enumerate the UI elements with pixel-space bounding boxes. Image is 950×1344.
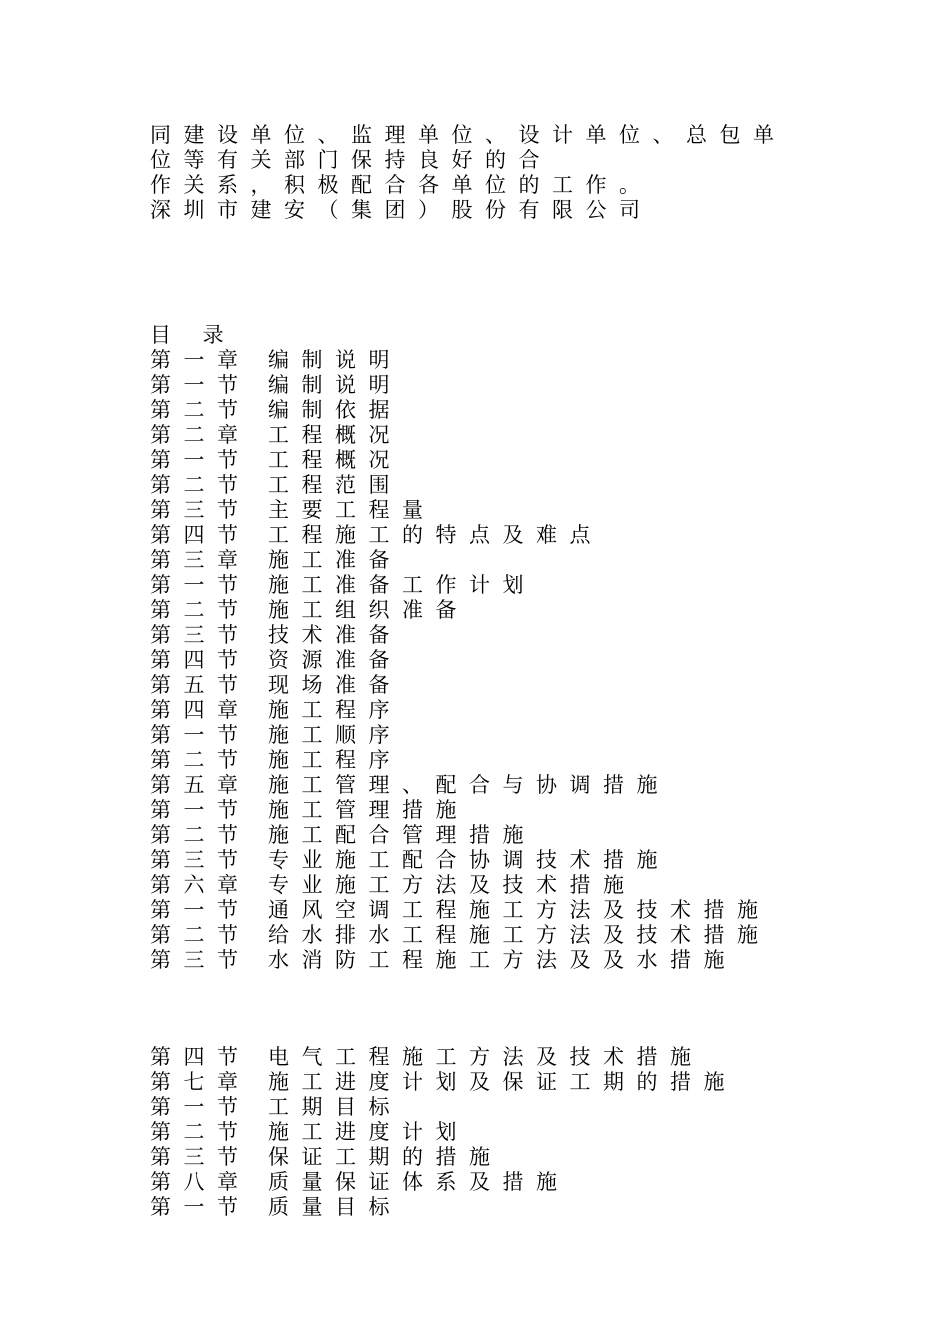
toc-entry-number: 第四节 [150,648,251,672]
toc-entry-number: 第二节 [150,398,251,422]
toc-entry-title: 施工进度计划及保证工期的措施 [268,1070,737,1094]
toc-entry-number: 第七章 [150,1070,251,1094]
toc-entry-number: 第一节 [150,723,251,747]
toc-entry-number: 第五章 [150,773,251,797]
toc-entry [150,923,771,948]
toc-entry-title: 施工程序 [268,698,402,722]
toc-entry [150,1195,737,1220]
toc-entry [150,698,771,723]
toc-entry-title: 工程施工的特点及难点 [268,523,603,547]
toc-title: 目 录 [150,323,237,347]
toc-entry [150,648,771,673]
toc-entry-title: 施工管理措施 [268,798,469,822]
toc-entry [150,823,771,848]
toc-entry-number: 第二节 [150,748,251,772]
toc-entry-number: 第四节 [150,523,251,547]
toc-entry-title: 水消防工程施工方法及及水措施 [268,948,737,972]
toc-entry-number: 第三节 [150,1145,251,1169]
toc-entry [150,948,771,973]
toc-entry-title: 施工准备工作计划 [268,573,536,597]
toc-entry [150,848,771,873]
toc-entry-number: 第三节 [150,623,251,647]
toc-entry-number: 第二节 [150,473,251,497]
toc-entry-title: 施工进度计划 [268,1120,469,1144]
toc-entry-title: 电气工程施工方法及技术措施 [268,1045,704,1069]
intro-line: 同建设单位、监理单位、设计单位、总包单 [150,123,787,147]
toc-entry [150,598,771,623]
toc-entry [150,748,771,773]
toc-entry [150,798,771,823]
toc-entry-title: 编制依据 [268,398,402,422]
toc-entry-title: 专业施工配合协调技术措施 [268,848,670,872]
toc-entry-title: 施工配合管理措施 [268,823,536,847]
toc-entry-title: 施工准备 [268,548,402,572]
toc-entry [150,473,771,498]
intro-line: 位等有关部门保持良好的合 [150,148,552,172]
toc-entry-title: 编制说明 [268,373,402,397]
toc-entry-number: 第一节 [150,1195,251,1219]
toc-entry-title: 工期目标 [268,1095,402,1119]
toc-entry [150,1145,737,1170]
toc-entry-title: 现场准备 [268,673,402,697]
toc-entry-title: 保证工期的措施 [268,1145,503,1169]
toc-entry-title: 技术准备 [268,623,402,647]
toc-entry [150,498,771,523]
toc-entry [150,898,771,923]
toc-entry-number: 第三章 [150,548,251,572]
toc-entry-number: 第八章 [150,1170,251,1194]
toc-entry-number: 第一节 [150,798,251,822]
toc-entry-number: 第一章 [150,348,251,372]
toc-entry-number: 第一节 [150,1095,251,1119]
toc-entry-number: 第二节 [150,823,251,847]
toc-entry-number: 第二节 [150,923,251,947]
toc-entry [150,1095,737,1120]
toc-entry-number: 第一节 [150,373,251,397]
toc-entry-title: 工程范围 [268,473,402,497]
toc-entry [150,573,771,598]
toc-entry [150,398,771,423]
toc-entry-number: 第六章 [150,873,251,897]
toc-entry-number: 第一节 [150,448,251,472]
toc-entry [150,723,771,748]
toc-entry-title: 工程概况 [268,423,402,447]
toc-entry-title: 编制说明 [268,348,402,372]
toc-entry-number: 第四节 [150,1045,251,1069]
toc-entry-title: 给水排水工程施工方法及技术措施 [268,923,771,947]
toc-entry-title: 施工程序 [268,748,402,772]
toc-list-second [150,1045,737,1220]
toc-entry-number: 第二节 [150,598,251,622]
toc-entry [150,548,771,573]
toc-entry [150,348,771,373]
toc-entry-number: 第二节 [150,1120,251,1144]
toc-heading-wrap [150,323,236,348]
company-name: 深圳市建安（集团）股份有限公司 [150,198,653,222]
toc-entry-number: 第四章 [150,698,251,722]
toc-entry-number: 第五节 [150,673,251,697]
toc-entry-number: 第三节 [150,848,251,872]
toc-entry-title: 专业施工方法及技术措施 [268,873,637,897]
toc-entry-title: 通风空调工程施工方法及技术措施 [268,898,771,922]
toc-entry-number: 第一节 [150,898,251,922]
toc-entry-number: 第三节 [150,498,251,522]
toc-entry [150,373,771,398]
toc-entry-title: 施工管理、配合与协调措施 [268,773,670,797]
toc-entry-title: 质量目标 [268,1195,402,1219]
toc-entry-title: 质量保证体系及措施 [268,1170,570,1194]
toc-entry [150,1045,737,1070]
toc-entry [150,1170,737,1195]
toc-entry-number: 第一节 [150,573,251,597]
toc-entry [150,1120,737,1145]
toc-entry [150,1070,737,1095]
toc-entry [150,423,771,448]
toc-entry-number: 第二章 [150,423,251,447]
toc-entry [150,448,771,473]
toc-list-first [150,348,771,973]
intro-paragraph [150,123,787,223]
toc-entry [150,673,771,698]
toc-entry-number: 第三节 [150,948,251,972]
toc-entry-title: 主要工程量 [268,498,436,522]
toc-entry-title: 资源准备 [268,648,402,672]
toc-entry-title: 工程概况 [268,448,402,472]
toc-entry-title: 施工组织准备 [268,598,469,622]
toc-entry-title: 施工顺序 [268,723,402,747]
intro-line: 作关系，积极配合各单位的工作。 [150,173,653,197]
toc-entry [150,523,771,548]
toc-entry [150,623,771,648]
toc-entry [150,873,771,898]
toc-entry [150,773,771,798]
